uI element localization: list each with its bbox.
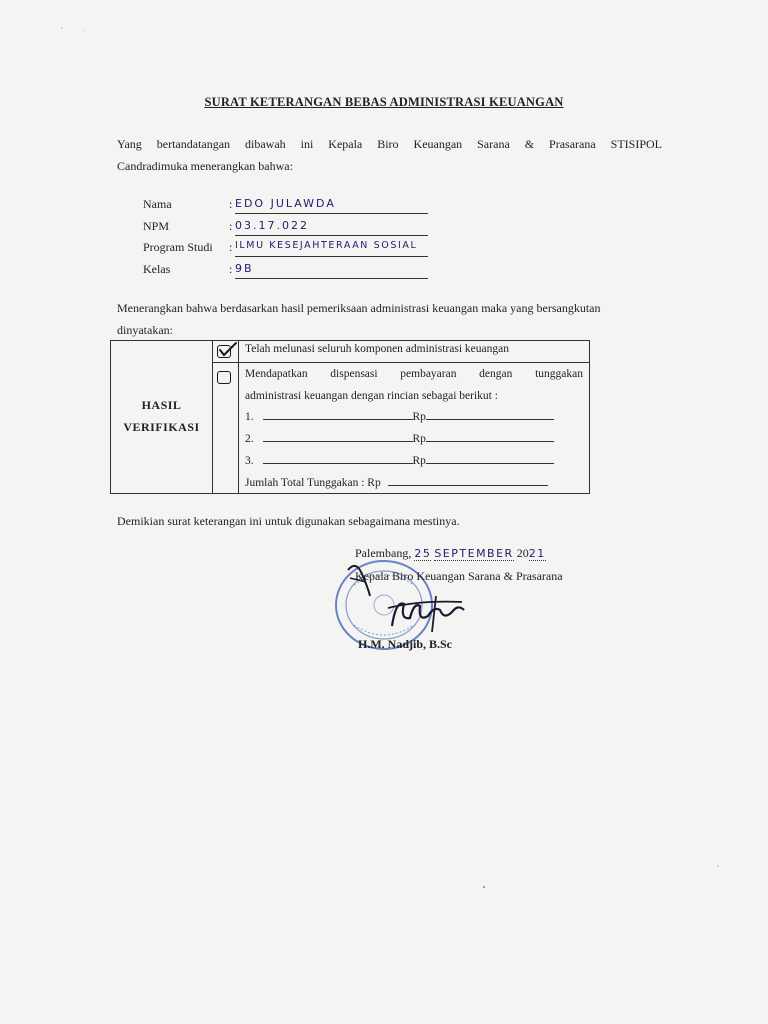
checkmark-icon <box>216 341 238 359</box>
signature-year-prefix: 20 <box>516 546 529 560</box>
closing-paragraph: Demikian surat keterangan ini untuk digunakan sebagaimana mestinya. <box>117 514 460 528</box>
checkbox-column <box>212 341 239 493</box>
field-value-npm: 03.17.022 <box>235 219 428 236</box>
field-label: NPM <box>143 219 170 233</box>
arrears-item-1 <box>245 409 554 423</box>
field-value-nama: EDO JULAWDA <box>235 197 428 214</box>
field-label: Nama <box>143 197 172 211</box>
intro-line-2: Candradimuka menerangkan bahwa: <box>117 159 293 173</box>
total-blank <box>388 475 548 486</box>
verification-options-cell <box>239 341 589 493</box>
item-rp: Rp <box>412 455 426 467</box>
item-number: 3. <box>245 455 254 467</box>
statement-line-2: dinyatakan: <box>117 323 173 337</box>
item-rp-blank <box>426 453 554 464</box>
field-value-program-studi: ILMU KESEJAHTERAAN SOSIAL <box>235 240 428 257</box>
option-1-text: Telah melunasi seluruh komponen administrasi keuangan <box>245 343 509 355</box>
item-rp: Rp <box>412 433 426 445</box>
signature-day: 25 <box>414 547 432 560</box>
signature-year-suffix: 21 <box>528 547 546 560</box>
field-colon: : <box>229 219 233 233</box>
arrears-item-3 <box>245 453 554 467</box>
statement-paragraph <box>117 297 662 341</box>
item-blank <box>263 453 413 464</box>
item-number: 2. <box>245 433 254 445</box>
signature-place: Palembang, <box>355 546 412 560</box>
item-blank <box>263 431 413 442</box>
verification-header-line-1: HASIL <box>141 398 182 412</box>
arrears-item-2 <box>245 431 554 445</box>
signatory-name: H.M. Nadjib, B.Sc <box>358 637 453 651</box>
document-title: SURAT KETERANGAN BEBAS ADMINISTRASI KEUANGAN <box>204 95 564 109</box>
item-number: 1. <box>245 411 254 423</box>
field-colon: : <box>229 262 233 276</box>
field-value-kelas: 9B <box>235 262 428 279</box>
signature-role: Kepala Biro Keuangan Sarana & Prasarana <box>355 569 563 583</box>
verification-header <box>111 394 212 438</box>
item-rp: Rp <box>412 411 426 423</box>
option-2-line-2: administrasi keuangan dengan rincian sebagai berikut : <box>245 390 498 402</box>
signature-month: SEPTEMBER <box>434 547 514 560</box>
option-2-text <box>245 363 583 407</box>
item-rp-blank <box>426 431 554 442</box>
field-label: Kelas <box>143 262 171 276</box>
verification-table <box>110 340 590 494</box>
intro-paragraph <box>117 133 662 177</box>
statement-line-1: Menerangkan bahwa berdasarkan hasil pemeriksaan administrasi keuangan maka yang bersangkutan <box>117 301 601 315</box>
option-2-line-1: Mendapatkan dispensasi pembayaran dengan tunggakan <box>245 368 583 380</box>
arrears-total <box>245 475 548 489</box>
field-label: Program Studi <box>143 240 213 254</box>
field-colon: : <box>229 240 233 254</box>
verification-header-line-2: VERIFIKASI <box>123 420 200 434</box>
verification-header-cell <box>111 341 213 493</box>
total-label: Jumlah Total Tunggakan : Rp <box>245 477 381 489</box>
item-blank <box>263 409 413 420</box>
field-colon: : <box>229 197 233 211</box>
intro-line-1: Yang bertandatangan dibawah ini Kepala Biro Keuangan Sarana & Prasarana STISIPOL <box>117 137 662 151</box>
checkbox-option-2[interactable] <box>217 371 231 384</box>
signature-scribble-icon <box>340 556 480 646</box>
item-rp-blank <box>426 409 554 420</box>
